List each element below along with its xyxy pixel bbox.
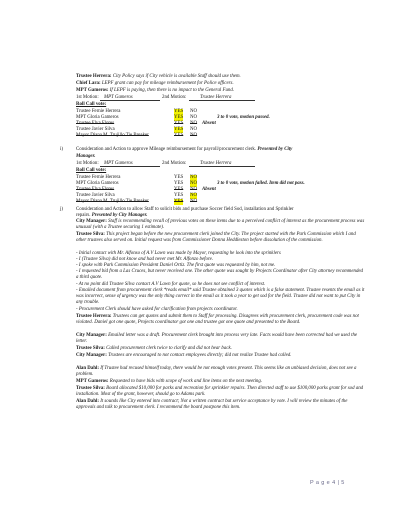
bullet-item: - Procurement Clerk should have asked for clarification from projects coordinator.	[76, 307, 238, 312]
presented-by: Presented by City Manager.	[90, 213, 148, 218]
signature-line	[100, 100, 160, 101]
vote-no: NO	[190, 127, 198, 132]
minutes-paragraph	[76, 314, 365, 326]
statement-text: If LEPF is paying, then there is no impact to the General Fund.	[108, 88, 235, 93]
bullet-item: - I requested bid from a Las Cruces, but never received one. The other quote was sought by Projects Coordinator after City attorney recommended a third quote.	[76, 269, 364, 280]
bullet-item: - I (Trustee Silva) did not know and had never met Mr. Alfonzo before.	[76, 257, 214, 262]
vote-yes: YES	[174, 175, 184, 180]
speaker: City Manager:	[76, 353, 107, 358]
minutes-paragraph	[76, 333, 365, 345]
item-title	[76, 147, 292, 153]
speaker: City Manager:	[76, 219, 107, 224]
minutes-paragraph	[76, 399, 365, 411]
paragraph-text: Emailed letter was a draft. Procurement clerk brought into process very late. Facts would have been corrected had we used the letter.	[76, 333, 358, 344]
statement-text: LEPF grant can pay for mileage reimbursement for Police officers.	[100, 81, 234, 86]
speaker: MPT Gameros:	[76, 379, 109, 384]
motion1-label: 1st Motion:	[76, 95, 99, 100]
signature-line	[189, 166, 255, 167]
speaker: Trustee Silva:	[76, 232, 105, 237]
page-footer	[310, 480, 345, 486]
vote-yes: YES	[174, 127, 184, 132]
speaker: Trustee Herrera:	[76, 74, 112, 79]
minutes-paragraph	[76, 366, 365, 378]
vote-yes: YES	[174, 199, 184, 204]
item-title-text: Consideration and Action to allow Staff to solicit bids and purchase Soccer field Sod, installation and Sprinkler	[76, 207, 294, 212]
vote-name: Trustee Elva Flores	[76, 187, 115, 192]
item-title-text: repairs.	[76, 213, 91, 218]
roll-call-heading: Roll Call vote:	[76, 102, 107, 107]
vote-no: NO	[190, 115, 198, 120]
item-marker: j)	[60, 207, 63, 212]
minutes-paragraph	[76, 353, 365, 359]
motion2-name: Trustee Herrera	[200, 161, 232, 166]
page-separator: |	[337, 480, 340, 486]
vote-no: NO	[190, 187, 198, 192]
speaker: City Manager:	[76, 333, 107, 338]
statement-line	[76, 74, 241, 80]
paragraph-text: Board allocated $10,000 for parks and recreation for sprinkler repairs. Then directed staff to use $100,000 parks grant for sod and installation. Most of the grant, however, should go to Adams park.	[76, 386, 364, 397]
speaker: MPT Gameros:	[76, 88, 109, 93]
statement-line	[76, 81, 234, 87]
vote-no: NO	[190, 109, 198, 114]
vote-yes: YES	[174, 121, 184, 126]
motion1-name: MPT Gameros	[104, 95, 133, 100]
vote-no: NO	[190, 133, 198, 138]
vote-name: Trustee Javier Silva	[76, 127, 115, 132]
vote-no: NO	[190, 199, 198, 204]
absent-note: Absent	[202, 121, 216, 126]
paragraph-text: This project began before the new procurement clerk joined the City. The project started with the Park Commission which I and other trustees also served on. Initial request was from Commissioner Donna Heddleston before dissolution of the commission.	[76, 232, 356, 243]
vote-no: NO	[190, 121, 198, 126]
vote-yes: YES	[174, 109, 184, 114]
vote-name: Mayor Diana M. Trujillo Tie Breaker	[76, 199, 149, 204]
absent-note: Absent	[202, 187, 216, 192]
bullet-item: - Initial contact with Mr. Alfonso of A.V Lawn was made by Mayor, requesting he look into the sprinklers	[76, 251, 281, 256]
minutes-paragraph	[76, 386, 365, 398]
speaker: Alan Dahl:	[76, 399, 99, 404]
vote-yes: YES	[174, 193, 184, 198]
speaker: Trustee Silva:	[76, 386, 105, 391]
vote-yes: YES	[174, 115, 184, 120]
page-total: 5	[341, 480, 345, 486]
motion2-label: 2nd Motion:	[162, 95, 187, 100]
page-number: 4	[332, 480, 336, 486]
motion1-label: 1st Motion:	[76, 161, 99, 166]
bullet-item: - At no point did Trustee Silva contact A.V Lawn for quote, so he does not see conflict of interest.	[76, 282, 266, 287]
paragraph-text: Staff is recommending recall of previous votes on these items due to a perceived conflict of interest as the procurement process was unusual (with a Trustee securing 1 estimate).	[76, 219, 365, 230]
page-label: P a g e	[310, 480, 331, 486]
paragraph-text: Trustees can get quotes and submit them to Staff for processing. Disagrees with procurement clerk, procurement code was not violated. Daniel got one quote, Projects coordinator got one and trustee got one quote and presented to the Board.	[76, 314, 359, 325]
speaker: Trustee Silva:	[76, 346, 105, 351]
vote-result: 3 to 0 vote, motion passed.	[217, 115, 270, 120]
presented-by: Presented by City	[256, 147, 293, 152]
item-title-text: Consideration and Action to approve Mileage reimbursement for payroll/procurement clerk.	[76, 147, 257, 152]
vote-name: Trustee Fernie Herrera	[76, 175, 121, 180]
minutes-paragraph	[76, 232, 365, 244]
vote-no: NO	[190, 193, 198, 198]
vote-name: MPT Gloria Gameros	[76, 181, 119, 186]
vote-no: NO	[190, 181, 198, 186]
paragraph-text: Requested to have bids with scope of work and line items on the next meeting.	[108, 379, 263, 384]
speaker: Alan Dahl:	[76, 366, 99, 371]
vote-name: Mayor Diana M. Trujillo Tie Breaker	[76, 133, 149, 138]
signature-line	[189, 100, 255, 101]
minutes-paragraph	[76, 346, 365, 352]
vote-yes: YES	[174, 181, 184, 186]
roll-call-heading: Roll Call vote:	[76, 168, 107, 173]
paragraph-text: It sounds like City entered into contract; Not a written contract but service acceptance by vote. I will review the minutes of the approvals and talk to procurement clerk. I recommend the board postpone this item.	[76, 399, 348, 410]
vote-name: MPT Gloria Gameros	[76, 115, 119, 120]
motion1-name: MPT Gameros	[104, 161, 133, 166]
item-marker: i)	[60, 147, 63, 152]
speaker: Chief Lara:	[76, 81, 101, 86]
vote-result: 3 to 0 vote, motion failed. Item did not pass.	[217, 181, 305, 186]
statement-line	[76, 88, 234, 94]
bullet-item: - I spoke with Park Commission President Daniel Ortiz. The first quote was requested by him, not me.	[76, 263, 276, 268]
vote-no: NO	[190, 175, 198, 180]
motion2-name: Trustee Herrera	[200, 95, 232, 100]
paragraph-text: Called procurement clerk twice to clarify and did not hear back.	[104, 346, 232, 351]
minutes-paragraph	[76, 219, 365, 231]
vote-yes: YES	[174, 133, 184, 138]
vote-yes: YES	[174, 187, 184, 192]
speaker: Trustee Herrera:	[76, 314, 112, 319]
bullet-item: - Emailed document from procurement clerk *reads email* said Trustee obtained 3 quotes which is a false statement. Trustee resents the email as it was incorrect, sense of urgency was the only thing correct in the email as it took a year to get sod for the field. Trustee did not want to put City in any trouble.	[76, 288, 365, 305]
paragraph-text: Trustees are encouraged to not contact employees directly; did not realize Trustee had called.	[106, 353, 292, 358]
presenter: Manager.	[76, 154, 96, 159]
vote-name: Trustee Javier Silva	[76, 193, 115, 198]
statement-text: City Policy says if City vehicle is available Staff should use them.	[111, 74, 241, 79]
motion2-label: 2nd Motion:	[162, 161, 187, 166]
vote-name: Trustee Elva Flores	[76, 121, 115, 126]
motion-line	[76, 95, 99, 101]
paragraph-text: If Trustee had recused himself today, there would be not enough votes present. This seems like an unbiased decision, does not see a problem.	[76, 366, 357, 377]
minutes-paragraph	[76, 379, 365, 385]
vote-name: Trustee Fernie Herrera	[76, 109, 121, 114]
signature-line	[100, 166, 160, 167]
